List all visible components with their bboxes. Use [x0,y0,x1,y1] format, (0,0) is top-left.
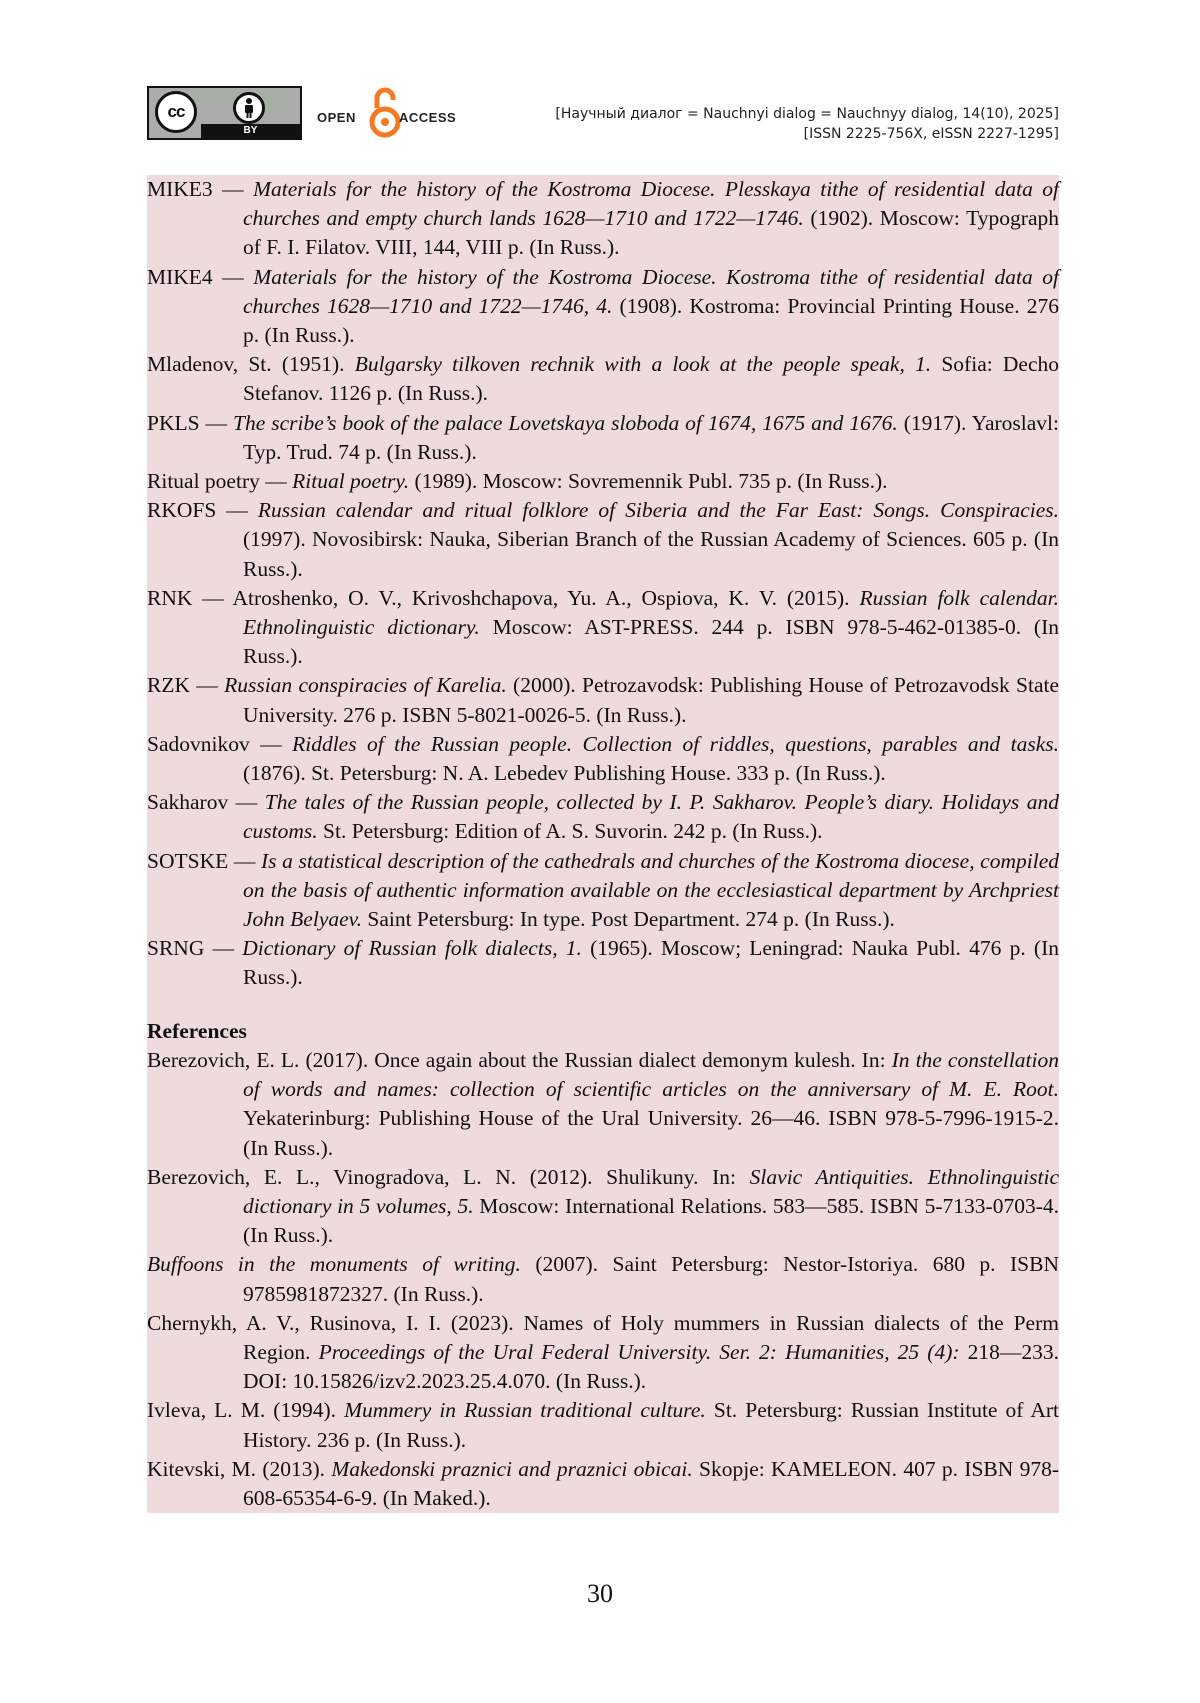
creative-commons-icon: cc [155,91,197,133]
entry-lead: Berezovich, E. L., Vinogradova, L. N. (2012). Shulikuny. In: [147,1164,750,1189]
entry-rest: (1908). Kostroma: Provincial Printing House. 276 p. (In Russ.). [243,293,1059,348]
entry-lead: Kitevski, M. (2013). [147,1456,332,1481]
entry-lead: MIKE4 — [147,264,254,289]
entry-italic: Bulgarsky tilkoven rechnik with a look at the people speak, 1. [354,352,932,377]
section-gap [147,993,1059,1017]
entry-rest: St. Petersburg: Edition of A. S. Suvorin. 242 p. (In Russ.). [317,819,823,844]
entry-italic: Riddles of the Russian people. Collection of riddles, questions, parables and tasks. [292,731,1059,756]
attribution-person-icon [233,92,265,124]
reference-entry [147,1046,1059,1163]
reference-entry [147,934,1059,992]
reference-list [147,175,1059,1513]
by-label: BY [201,124,300,138]
references-heading: References [147,1018,247,1043]
reference-entry [147,730,1059,788]
entry-rest: Saint Petersburg: In type. Post Department. 274 p. (In Russ.). [361,907,895,932]
entry-rest: (1989). Moscow: Sovremennik Publ. 735 p. (In Russ.). [409,469,888,494]
entry-rest: (1902). Moscow: Typograph of F. I. Filatov. VIII, 144, VIII p. (In Russ.). [243,206,1059,260]
entry-italic: Makedonski praznici and praznici obicai. [331,1456,693,1481]
entry-rest: 218—233. DOI: 10.15826/izv2.2023.25.4.070. (In Russ.). [243,1339,1060,1394]
entry-italic: Mummery in Russian traditional culture. [344,1398,706,1423]
reference-entry [147,584,1059,672]
entry-italic: Buffoons in the monuments of writing. [147,1252,521,1277]
reference-entry [147,1250,1059,1308]
sources-list [147,175,1059,993]
entry-italic: Russian calendar and ritual folklore of Siberia and the Far East: Songs. Conspiracies. [257,498,1059,523]
entry-rest: (1965). Moscow; Leningrad: Nauka Publ. 476 p. (In Russ.). [243,936,1059,990]
reference-entry [147,788,1059,846]
journal-title-line: [Научный диалог = Nauchnyi dialog = Nauchnyy dialog, 14(10), 2025] [555,106,1059,122]
reference-entry [147,496,1059,584]
entry-lead: SOTSKE — [147,848,261,873]
entry-italic: In the constellation of words and names: collection of scientific articles on the anniversary of M. E. Root. [243,1047,1059,1102]
entry-lead: RZK — [147,673,225,698]
entry-rest: Moscow: AST-PRESS. 244 p. ISBN 978-5-462-01385-0. (In Russ.). [243,615,1059,669]
reference-entry [147,1309,1059,1397]
cc-by-license-badge[interactable] [147,86,302,140]
entry-italic: Materials for the history of the Kostroma Diocese. Plesskaya tithe of residential data of churches and empty church lands 1628—1710 and 1722—1746. [243,177,1060,231]
page-header [147,86,1059,146]
entry-rest: Skopje: KAMELEON. 407 p. ISBN 978-608-65354-6-9. (In Maked.). [243,1456,1060,1510]
references-list [147,1046,1059,1513]
entry-rest: (1876). St. Petersburg: N. A. Lebedev Publishing House. 333 p. (In Russ.). [243,761,886,786]
entry-lead: Mladenov, St. (1951). [147,352,355,377]
page-number: 30 [587,1579,613,1608]
entry-italic: Russian conspiracies of Karelia. [224,673,507,698]
entry-italic: The tales of the Russian people, collected by I. P. Sakharov. People’s diary. Holidays and customs. [243,790,1059,844]
entry-rest: Sofia: Decho Stefanov. 1126 p. (In Russ.). [243,352,1060,406]
journal-issn-line: [ISSN 2225-756X, eISSN 2227-1295] [803,126,1059,142]
entry-lead: RKOFS — [147,498,258,523]
reference-entry [147,350,1059,408]
reference-entry [147,1396,1059,1454]
entry-rest: Moscow: International Relations. 583—585. ISBN 5-7133-0703-4. (In Russ.). [243,1193,1059,1248]
entry-lead: Sadovnikov — [147,731,293,756]
reference-entry [147,175,1059,263]
entry-italic: Ritual poetry. [292,469,410,494]
open-access-logo [317,86,467,140]
entry-lead: SRNG — [147,936,243,961]
entry-lead: Chernykh, A. V., Rusinova, I. I. (2023). Names of Holy mummers in Russian dialects of the Perm Region. [147,1310,1059,1364]
reference-entry [147,1163,1059,1251]
entry-italic: The scribe’s book of the palace Lovetskaya sloboda of 1674, 1675 and 1676. [233,410,898,435]
entry-italic: Proceedings of the Ural Federal University. Ser. 2: Humanities, 25 (4): [318,1339,960,1364]
entry-rest: (1997). Novosibirsk: Nauka, Siberian Branch of the Russian Academy of Sciences. 605 p. (In Russ.). [243,527,1059,581]
entry-rest: (2007). Saint Petersburg: Nestor-Istoriya. 680 p. ISBN 9785981872327. (In Russ.). [243,1252,1059,1306]
reference-entry [147,847,1059,935]
entry-lead: Ivleva, L. M. (1994). [147,1398,345,1423]
entry-lead: Sakharov — [147,790,265,815]
entry-rest: (1917). Yaroslavl: Typ. Trud. 74 p. (In Russ.). [243,410,1059,464]
entry-lead: RNK — Atroshenko, O. V., Krivoshchapova, Yu. A., Ospiova, K. V. (2015). [147,585,860,610]
entry-rest: Yekaterinburg: Publishing House of the Ural University. 26—46. ISBN 978-5-7996-1915-2. (In Russ.). [243,1106,1059,1160]
reference-entry [147,1455,1059,1513]
reference-entry [147,671,1059,729]
entry-italic: Dictionary of Russian folk dialects, 1. [242,936,582,961]
open-access-lock-icon [367,86,403,140]
journal-citation [555,104,1059,144]
reference-entry [147,263,1059,351]
access-label: ACCESS [399,110,457,125]
entry-lead: Berezovich, E. L. (2017). Once again about the Russian dialect demonym kulesh. In: [147,1047,892,1072]
entry-italic: Is a statistical description of the cathedrals and churches of the Kostroma diocese, compiled on the basis of authentic information available on the ecclesiastical department by Archpriest John Belyaev. [243,848,1059,932]
reference-entry [147,409,1059,467]
entry-rest: (2000). Petrozavodsk: Publishing House of Petrozavodsk State University. 276 p. ISBN 5-8021-0026-5. (In Russ.). [243,673,1059,727]
entry-italic: Materials for the history of the Kostroma Diocese. Kostroma tithe of residential data of churches 1628—1710 and 1722—1746, 4. [243,264,1059,318]
entry-italic: Russian folk calendar. Ethnolinguistic dictionary. [243,585,1060,640]
entry-lead: Ritual poetry — [147,469,293,494]
entry-lead: PKLS — [147,410,234,435]
entry-lead: MIKE3 — [147,177,254,201]
open-label: OPEN [317,110,356,125]
entry-italic: Slavic Antiquities. Ethnolinguistic dictionary in 5 volumes, 5. [243,1164,1059,1218]
reference-entry [147,467,1059,496]
entry-rest: St. Petersburg: Russian Institute of Art History. 236 p. (In Russ.). [243,1398,1059,1452]
